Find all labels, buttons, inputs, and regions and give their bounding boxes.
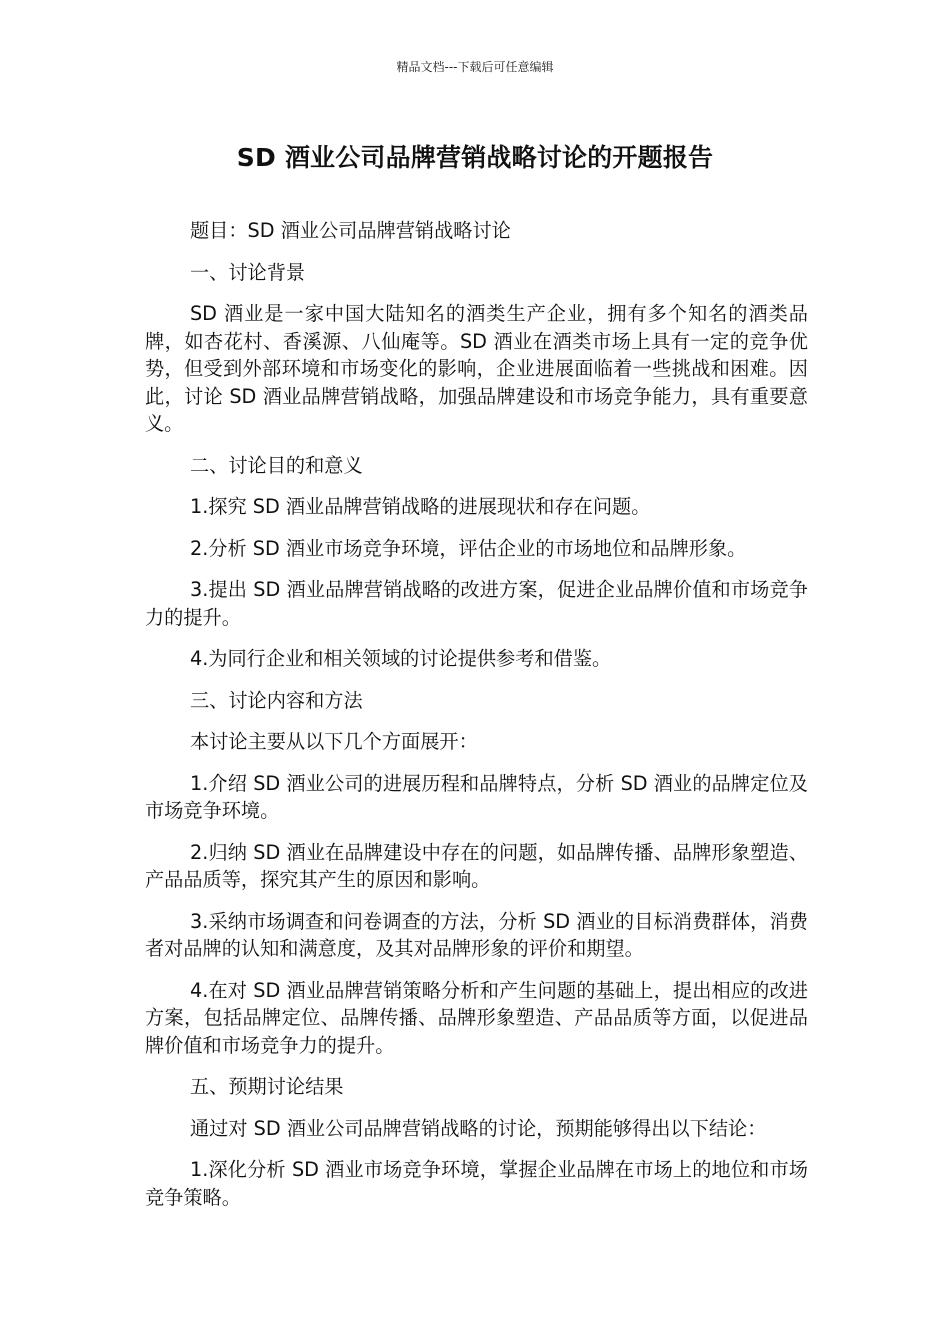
section-heading-results: 五、预期讨论结果 — [190, 1075, 344, 1098]
section-heading-purpose: 二、讨论目的和意义 — [190, 453, 363, 477]
list-item-content-3: 3.采纳市场调查和问卷调查的方法，分析 SD 酒业的目标消费群体，消费者对品牌的认知和满意度，及其对品牌形象的评价和期望。 — [145, 909, 808, 960]
list-item-purpose-1: 1.探究 SD 酒业品牌营销战略的进展现状和存在问题。 — [190, 495, 651, 518]
paragraph-content-intro: 本讨论主要从以下几个方面展开： — [190, 730, 478, 753]
paragraph-results-intro: 通过对 SD 酒业公司品牌营销战略的讨论，预期能够得出以下结论： — [190, 1116, 767, 1140]
page-header: 精品文档---下载后可任意编辑 — [396, 60, 554, 74]
document-title: SD 酒业公司品牌营销战略讨论的开题报告 — [236, 143, 714, 172]
list-item-results-1: 1.深化分析 SD 酒业市场竞争环境，掌握企业品牌在市场上的地位和市场竞争策略。 — [145, 1158, 808, 1209]
list-item-content-4: 4.在对 SD 酒业品牌营销策略分析和产生问题的基础上，提出相应的改进方案，包括品牌定位、品牌传播、品牌形象塑造、产品品质等方面，以促进品牌价值和市场竞争力的提升。 — [145, 978, 808, 1057]
paragraph-background: SD 酒业是一家中国大陆知名的酒类生产企业，拥有多个知名的酒类品牌，如杏花村、香溪源、八仙庵等。SD 酒业在酒类市场上具有一定的竞争优势，但受到外部环境和市场变化的影响，企业进展面临着一些挑战和困难。因此，讨论 SD 酒业品牌营销战略，加强品牌建设和市场竞争能力，具有重要意义。 — [145, 302, 808, 435]
document-body — [145, 217, 808, 1225]
list-item-content-2: 2.归纳 SD 酒业在品牌建设中存在的问题，如品牌传播、品牌形象塑造、产品品质等，探究其产生的原因和影响。 — [145, 840, 808, 891]
list-item-purpose-2: 2.分析 SD 酒业市场竞争环境，评估企业的市场地位和品牌形象。 — [190, 536, 747, 560]
section-heading-background: 一、讨论背景 — [190, 260, 306, 284]
section-heading-content: 三、讨论内容和方法 — [190, 688, 363, 712]
list-item-content-1: 1.介绍 SD 酒业公司的进展历程和品牌特点，分析 SD 酒业的品牌定位及市场竞争环境。 — [145, 771, 808, 822]
list-item-purpose-4: 4.为同行企业和相关领域的讨论提供参考和借鉴。 — [190, 647, 612, 670]
paragraph-topic: 题目：SD 酒业公司品牌营销战略讨论 — [190, 219, 511, 242]
list-item-purpose-3: 3.提出 SD 酒业品牌营销战略的改进方案，促进企业品牌价值和市场竞争力的提升。 — [145, 578, 808, 629]
